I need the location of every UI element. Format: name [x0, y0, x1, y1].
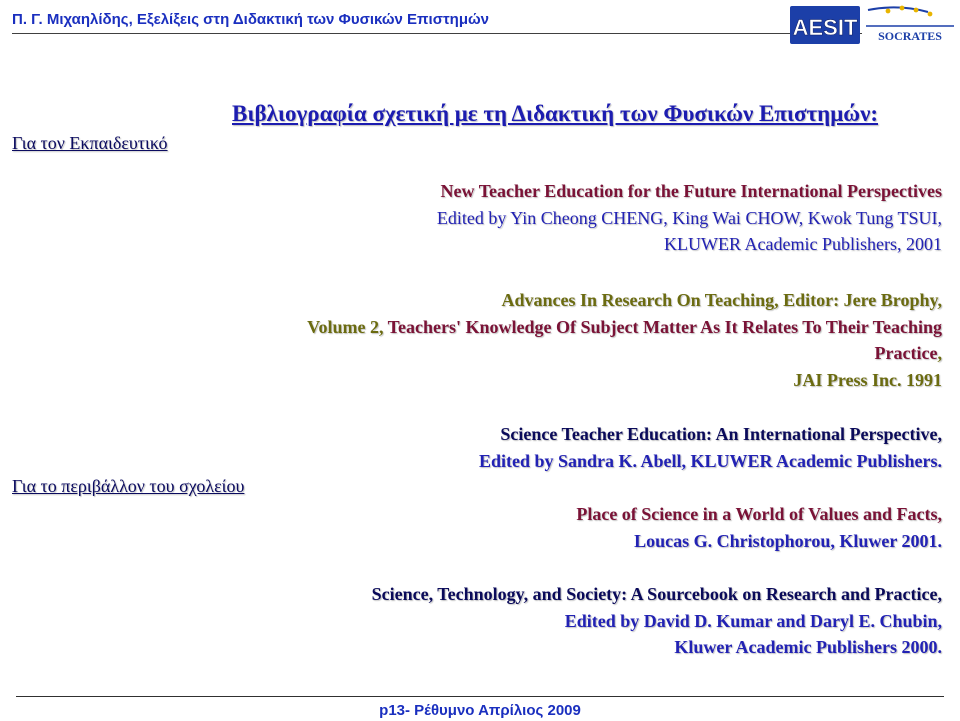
aesit-socrates-logo	[788, 2, 956, 46]
side-label-teacher: Για τον Εκπαιδευτικό	[12, 133, 168, 153]
ref2-series: Advances In Research On Teaching, Editor: Jere Brophy,	[501, 290, 942, 310]
ref2-volume-line	[307, 314, 942, 341]
ref2-title: Teachers' Knowledge Of Subject Matter As It Relates To Their Teaching	[387, 316, 942, 337]
bibliography-heading: Βιβλιογραφία σχετική με τη Διδακτική των Φυσικών Επιστημών:	[232, 101, 878, 126]
ref1-editors: Edited by Yin Cheong CHENG, King Wai CHOW, Kwok Tung TSUI,	[436, 207, 942, 228]
logo-aesit-text: AESIT	[792, 15, 858, 40]
ref4-author: Loucas G. Christophorou, Kluwer 2001.	[634, 530, 942, 551]
logo-socrates-text: SOCRATES	[878, 29, 942, 43]
reference-2	[307, 287, 942, 393]
logo-star-4	[928, 12, 933, 17]
ref5-editors: Edited by David D. Kumar and Daryl E. Chubin,	[564, 610, 942, 631]
header-title: Π. Γ. Μιχαηλίδης, Εξελίξεις στη Διδακτική των Φυσικών Επιστημών	[12, 11, 490, 28]
logo-star-3	[914, 8, 919, 13]
footer-page-info: p13- Ρέθυμνο Απρίλιος 2009	[379, 702, 581, 719]
logo-star-2	[900, 6, 905, 11]
ref2-title-end	[307, 340, 942, 367]
reference-1	[437, 178, 942, 258]
ref1-publisher: KLUWER Academic Publishers, 2001	[664, 234, 942, 254]
logo-star-1	[886, 9, 891, 14]
footer-divider	[16, 696, 944, 697]
ref3-title: Science Teacher Education: An International Perspective,	[500, 424, 942, 444]
ref3-editor: Edited by Sandra K. Abell, KLUWER Academic Publishers.	[478, 450, 942, 471]
header-divider	[12, 33, 862, 34]
ref2-publisher: JAI Press Inc. 1991	[793, 369, 942, 390]
ref1-title: New Teacher Education for the Future International Perspectives	[440, 181, 942, 201]
reference-4	[576, 501, 942, 554]
ref2-title-practice: Practice	[874, 343, 938, 363]
ref5-title: Science, Technology, and Society: A Sourcebook on Research and Practice,	[371, 584, 942, 604]
ref2-volume: Volume 2,	[307, 316, 384, 337]
ref2-comma: ,	[937, 343, 942, 363]
logo-arc	[868, 7, 928, 12]
reference-3	[479, 421, 942, 474]
reference-5	[372, 581, 942, 661]
ref5-publisher: Kluwer Academic Publishers 2000.	[674, 637, 942, 657]
ref4-title: Place of Science in a World of Values and Facts,	[576, 504, 942, 524]
side-label-school-environment: Για το περιβάλλον του σχολείου	[12, 476, 245, 496]
